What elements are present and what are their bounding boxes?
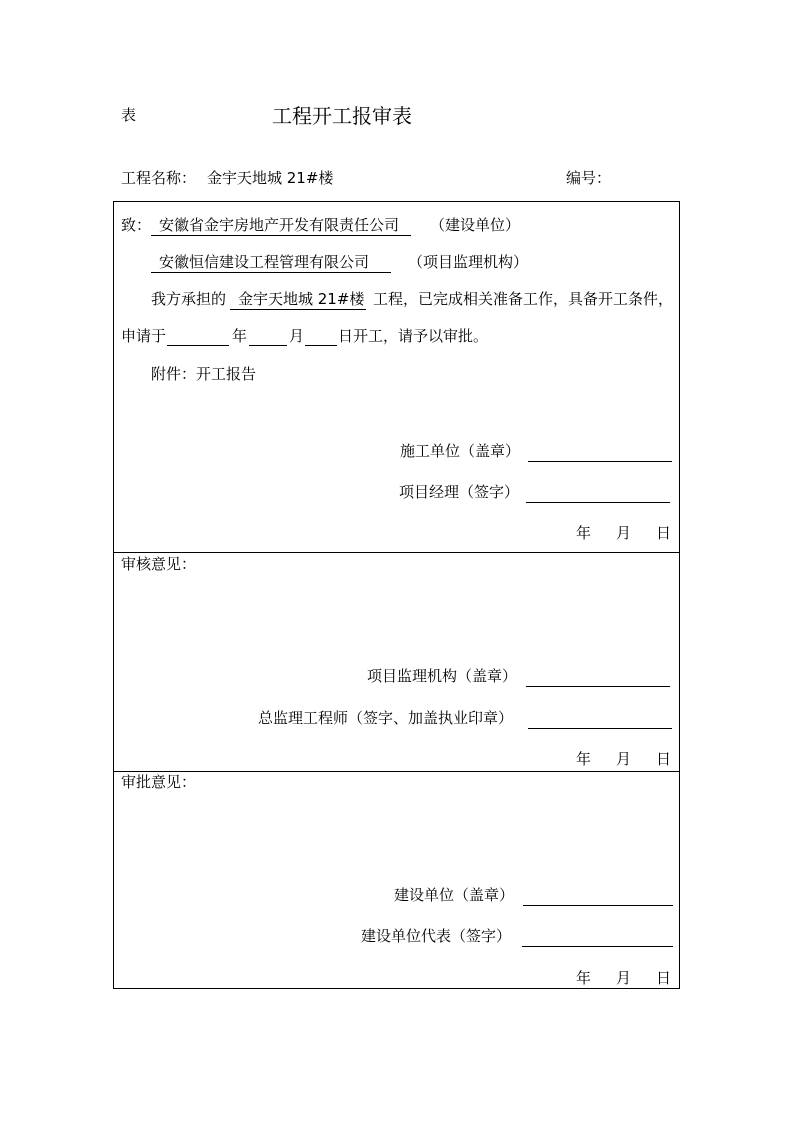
date-month-label: 月 <box>616 524 632 542</box>
chief-engineer-sign-label: 总监理工程师（签字、加盖执业印章） <box>258 709 514 727</box>
review-heading: 审核意见： <box>121 555 197 573</box>
start-month-label: 月 <box>289 327 305 345</box>
commitment-text-part1: 我方承担的 <box>151 290 227 308</box>
owner-rep-sign-line <box>522 946 673 947</box>
project-name-label: 工程名称： <box>121 169 197 187</box>
supervision-seal-label: 项目监理机构（盖章） <box>367 667 518 685</box>
request-suffix: 日开工，请予以审批。 <box>338 327 489 345</box>
start-year-label: 年 <box>232 327 248 345</box>
review-date-month: 月 <box>616 750 632 768</box>
section-divider-1 <box>113 552 680 553</box>
owner-seal-label: 建设单位（盖章） <box>394 886 515 904</box>
form-code: 表 <box>121 106 137 124</box>
attachment-text: 附件：开工报告 <box>151 365 257 383</box>
form-table <box>113 201 680 989</box>
project-name-value: 金宇天地城 21#楼 <box>207 169 334 187</box>
form-number-label: 编号： <box>566 169 612 187</box>
page-title: 工程开工报审表 <box>272 104 412 128</box>
date-year-label: 年 <box>576 524 592 542</box>
contractor-seal-line <box>528 461 672 462</box>
supervisor-role: （项目监理机构） <box>408 253 529 271</box>
supervision-seal-line <box>526 686 670 687</box>
supervisor-name: 安徽恒信建设工程管理有限公司 <box>151 255 391 273</box>
client-name: 安徽省金宇房地产开发有限责任公司 <box>151 218 411 236</box>
owner-rep-sign-label: 建设单位代表（签字） <box>361 927 512 945</box>
approval-date-month: 月 <box>616 969 632 987</box>
date-day-label: 日 <box>656 524 672 542</box>
contractor-seal-label: 施工单位（盖章） <box>400 442 521 460</box>
client-role: （建设单位） <box>430 216 521 234</box>
approval-heading: 审批意见： <box>121 773 197 791</box>
commitment-text-part2: 工程，已完成相关准备工作，具备开工条件， <box>373 290 674 308</box>
start-year-blank <box>167 345 229 346</box>
chief-engineer-sign-line <box>528 728 672 729</box>
review-date-day: 日 <box>656 750 672 768</box>
commitment-project-name: 金宇天地城 21#楼 <box>230 292 366 310</box>
to-label: 致： <box>121 216 152 234</box>
owner-seal-line <box>523 905 673 906</box>
approval-date-day: 日 <box>656 969 672 987</box>
start-month-blank <box>249 345 287 346</box>
review-date-year: 年 <box>576 750 592 768</box>
project-manager-sign-line <box>526 502 670 503</box>
start-day-blank <box>305 345 337 346</box>
project-manager-sign-label: 项目经理（签字） <box>399 483 520 501</box>
request-prefix: 申请于 <box>121 327 167 345</box>
approval-date-year: 年 <box>576 969 592 987</box>
section-divider-2 <box>113 771 680 772</box>
